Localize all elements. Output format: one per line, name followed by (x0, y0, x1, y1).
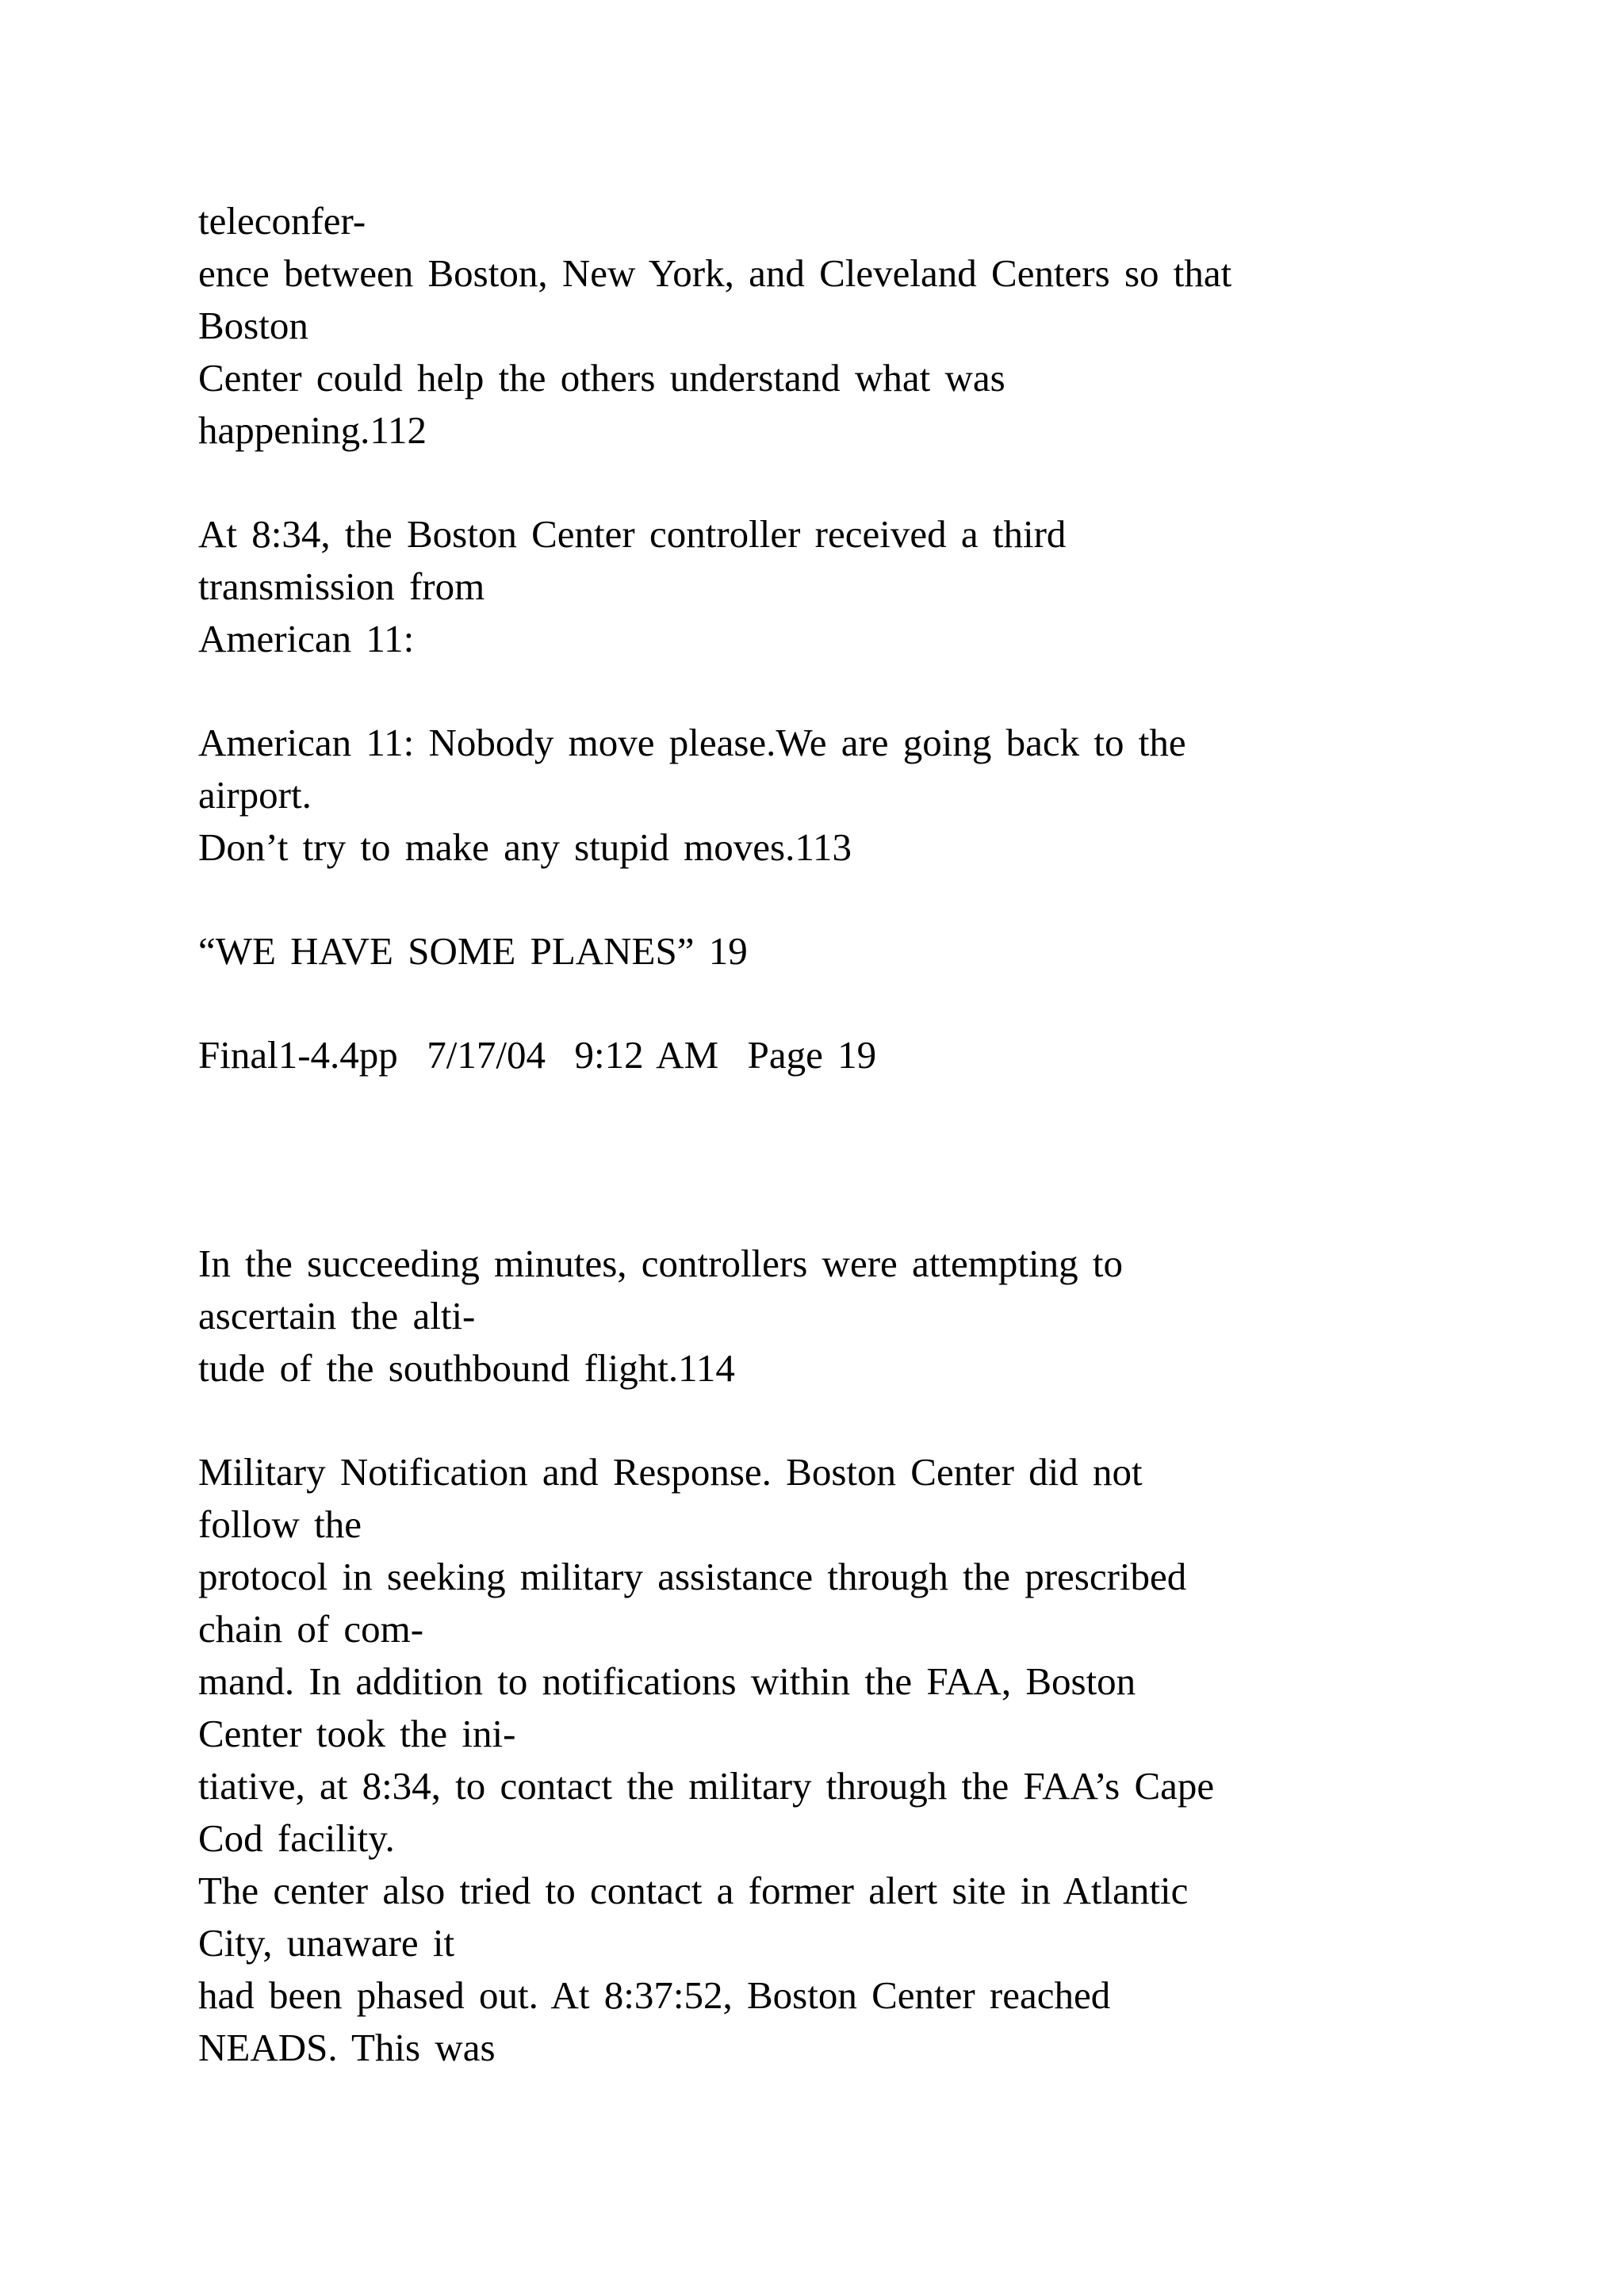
text-line: American 11: (198, 617, 415, 660)
text-line: transmission from (198, 564, 485, 608)
text-line: Military Notification and Response. Boston Center did not (198, 1450, 1143, 1494)
text-line: tude of the southbound flight.114 (198, 1346, 735, 1390)
text-line: protocol in seeking military assistance through the prescribed (198, 1555, 1187, 1598)
text-line: American 11: Nobody move please.We are going back to the (198, 721, 1186, 764)
text-line: At 8:34, the Boston Center controller received a third (198, 512, 1067, 556)
text-line: City, unaware it (198, 1921, 455, 1965)
text-line: Center could help the others understand what was (198, 356, 1005, 400)
text-line: Cod facility. (198, 1816, 395, 1860)
page-slug: Final1-4.4pp 7/17/04 9:12 AM Page 19 (198, 1033, 877, 1077)
text-line: had been phased out. At 8:37:52, Boston Center reached (198, 1973, 1111, 2017)
text-line: tiative, at 8:34, to contact the military through the FAA’s Cape (198, 1764, 1215, 1808)
text-line: chain of com- (198, 1607, 424, 1651)
text-line: Don’t try to make any stupid moves.113 (198, 825, 852, 869)
text-line: Center took the ini- (198, 1712, 516, 1755)
running-header: “WE HAVE SOME PLANES” 19 (198, 929, 748, 973)
text-line: The center also tried to contact a former alert site in Atlantic (198, 1869, 1189, 1912)
text-line: follow the (198, 1502, 362, 1546)
text-line: In the succeeding minutes, controllers were attempting to (198, 1242, 1123, 1285)
text-line: Boston (198, 304, 308, 347)
text-line: mand. In addition to notifications within the FAA, Boston (198, 1659, 1136, 1703)
text-line: airport. (198, 773, 312, 817)
text-line: ascertain the alti- (198, 1294, 476, 1337)
text-line: NEADS. This was (198, 2026, 496, 2069)
text-line: happening.112 (198, 408, 427, 452)
text-line: teleconfer- (198, 199, 366, 243)
text-line: ence between Boston, New York, and Cleveland Centers so that (198, 251, 1232, 295)
